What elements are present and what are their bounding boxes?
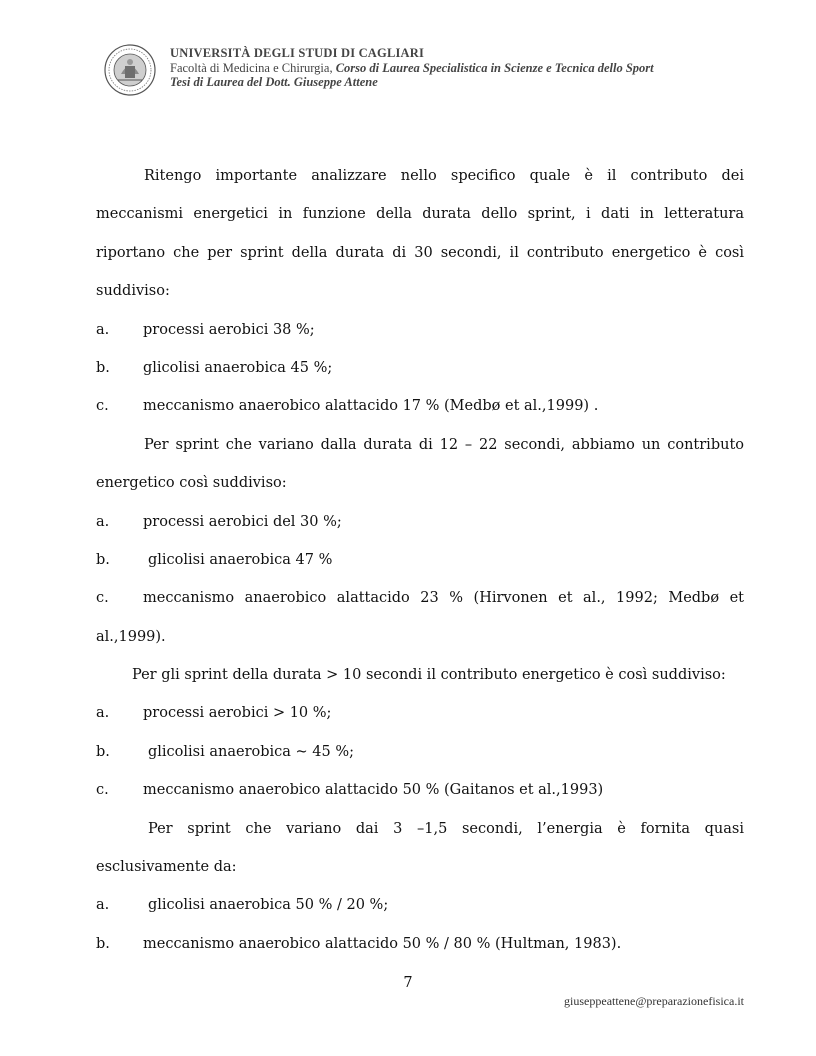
paragraph-line: riportano che per sprint della durata di 30 secondi, il contributo energetico è così: [96, 244, 744, 261]
paragraph-line: esclusivamente da:: [96, 859, 237, 876]
faculty-name: Facoltà di Medicina e Chirurgia,: [170, 60, 333, 75]
list-item: a. glicolisi anaerobica 50 % / 20 %;: [96, 897, 389, 914]
paragraph-line: Per gli sprint della durata > 10 secondi il contributo energetico è così suddiviso:: [132, 667, 726, 684]
page-number: 7: [403, 975, 413, 991]
list-item: b. glicolisi anaerobica 45 %;: [96, 359, 333, 376]
list-item: b. meccanismo anaerobico alattacido 50 % / 80 % (Hultman, 1983).: [96, 935, 622, 952]
list-item: c. meccanismo anaerobico alattacido 23 % (Hirvonen et al., 1992; Medbø et: [96, 590, 744, 607]
footer-email: giuseppeattene@preparazionefisica.it: [564, 994, 744, 1008]
header-text: [170, 46, 810, 90]
university-name: UNIVERSITÀ DEGLI STUDI DI CAGLIARI: [170, 46, 425, 60]
list-item: a. processi aerobici > 10 %;: [96, 705, 332, 722]
faculty-line: [170, 61, 810, 76]
university-seal-icon: [104, 44, 156, 96]
thesis-author: Tesi di Laurea del Dott. Giuseppe Attene: [170, 75, 378, 89]
paragraph-line: al.,1999).: [96, 628, 166, 645]
paragraph-line: meccanismi energetici in funzione della durata dello sprint, i dati in letteratura: [96, 206, 744, 223]
list-item: a. processi aerobici 38 %;: [96, 321, 315, 338]
paragraph-line: Per sprint che variano dai 3 –1,5 secondi, l’energia è fornita quasi: [148, 820, 744, 837]
list-item: b. glicolisi anaerobica 47 %: [96, 551, 333, 568]
page-body: [96, 163, 744, 969]
course-name: Corso di Laurea Specialistica in Scienze e Tecnica dello Sport: [335, 60, 654, 75]
paragraph-line: suddiviso:: [96, 283, 170, 300]
paragraph-line: Per sprint che variano dalla durata di 12 – 22 secondi, abbiamo un contributo: [144, 436, 744, 453]
list-item: c. meccanismo anaerobico alattacido 50 % (Gaitanos et al.,1993): [96, 782, 604, 799]
list-item: a. processi aerobici del 30 %;: [96, 513, 342, 530]
list-item: c. meccanismo anaerobico alattacido 17 % (Medbø et al.,1999) .: [96, 398, 599, 415]
paragraph-line: Ritengo importante analizzare nello specifico quale è il contributo dei: [144, 168, 744, 184]
paragraph-line: energetico così suddiviso:: [96, 475, 287, 492]
list-item: b. glicolisi anaerobica ~ 45 %;: [96, 743, 355, 760]
